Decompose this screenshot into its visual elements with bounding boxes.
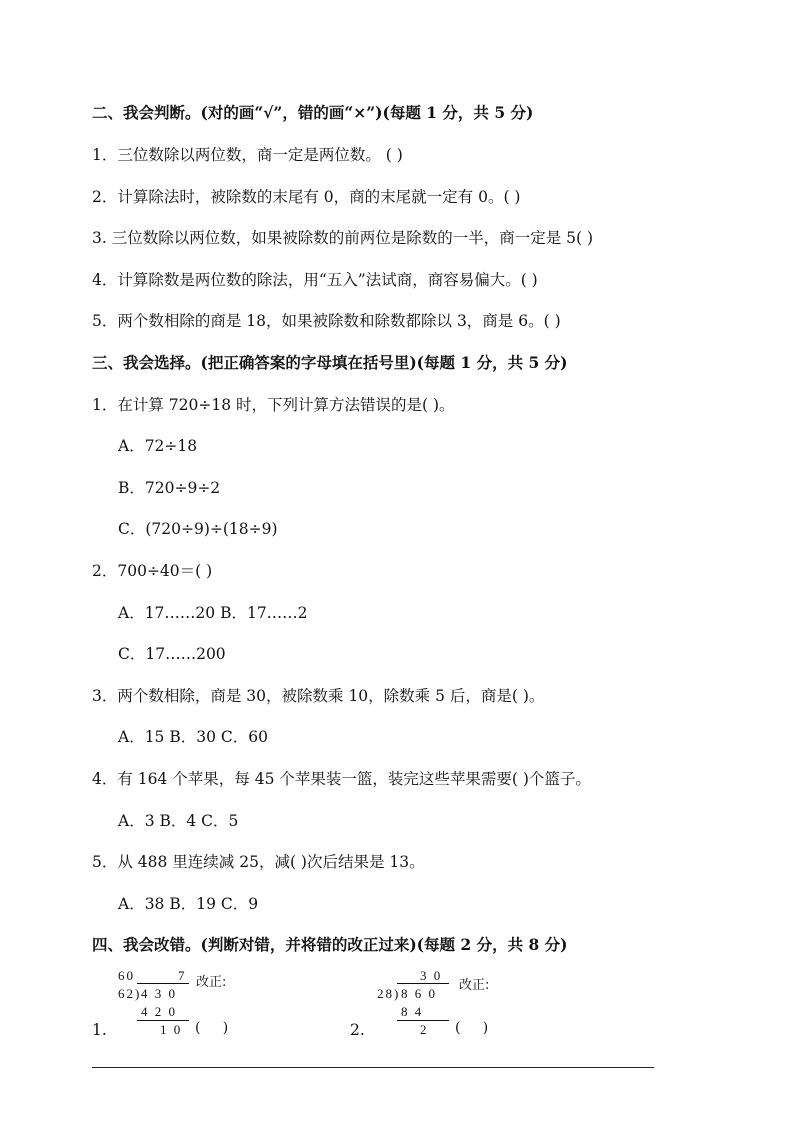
fix-problem-1-number: 1.	[92, 1021, 107, 1039]
p2-dividend: 8 6 0	[401, 986, 437, 1001]
choice-q3: 3．两个数相除，商是 30，被除数乘 10，除数乘 5 后，商是( )。	[92, 687, 545, 705]
section2-title: 二、我会判断。(对的画“√”，错的画“×”)(每题 1 分，共 5 分)	[92, 103, 534, 122]
p1-quotient: 7	[178, 968, 187, 983]
p2-remainder: 2	[420, 1022, 429, 1037]
p2-answer-paren: ( )	[455, 1020, 489, 1036]
choice-q2-option-c: C．17……200	[118, 645, 226, 663]
judge-item-1: 1．三位数除以两位数，商一定是两位数。 ( )	[92, 146, 403, 164]
p1-note: 60	[118, 968, 135, 983]
choice-q5: 5．从 488 里连续减 25，减( )次后结果是 13。	[92, 853, 425, 871]
fix-problem-2-number: 2.	[350, 1021, 365, 1039]
choice-q1-option-c: C．(720÷9)÷(18÷9)	[118, 520, 278, 538]
choice-q4: 4．有 164 个苹果，每 45 个苹果装一篮，装完这些苹果需要( )个篮子。	[92, 770, 591, 788]
p1-answer-paren: ( )	[195, 1020, 229, 1036]
judge-item-5: 5．两个数相除的商是 18，如果被除数和除数都除以 3，商是 6。( )	[92, 312, 561, 330]
choice-q1-option-a: A．72÷18	[118, 437, 198, 455]
choice-q5-options: A．38 B．19 C．9	[118, 895, 259, 913]
p1-remainder: 1 0	[160, 1022, 183, 1037]
p2-quotient: 3 0	[420, 968, 443, 983]
p2-correct-label: 改正:	[459, 978, 490, 993]
answer-line	[92, 1067, 654, 1068]
section3-title: 三、我会选择。(把正确答案的字母填在括号里)(每题 1 分，共 5 分)	[92, 353, 568, 372]
choice-q4-options: A．3 B．4 C．5	[118, 812, 239, 830]
p1-correct-label: 改正:	[196, 975, 227, 990]
judge-item-2: 2．计算除法时，被除数的末尾有 0，商的末尾就一定有 0。( )	[92, 188, 521, 206]
judge-item-4: 4．计算除数是两位数的除法，用“五入”法试商，商容易偏大。( )	[92, 271, 538, 289]
judge-item-3: 3. 三位数除以两位数，如果被除数的前两位是除数的一半，商一定是 5( )	[92, 229, 594, 247]
choice-q1: 1．在计算 720÷18 时，下列计算方法错误的是( )。	[92, 396, 455, 414]
choice-q2: 2．700÷40＝( )	[92, 562, 213, 580]
choice-q1-option-b: B．720÷9÷2	[118, 479, 221, 497]
p1-divisor: 62)	[118, 986, 142, 1001]
p2-product: 8 4	[401, 1004, 424, 1019]
choice-q3-options: A．15 B．30 C．60	[118, 728, 268, 746]
choice-q2-options-ab: A．17……20 B．17……2	[118, 604, 308, 622]
section4-title: 四、我会改错。(判断对错，并将错的改正过来)(每题 2 分，共 8 分)	[92, 935, 568, 954]
p1-dividend: 4 3 0	[141, 986, 177, 1001]
p1-product: 4 2 0	[141, 1004, 177, 1019]
p2-divisor: 28)	[377, 986, 401, 1001]
